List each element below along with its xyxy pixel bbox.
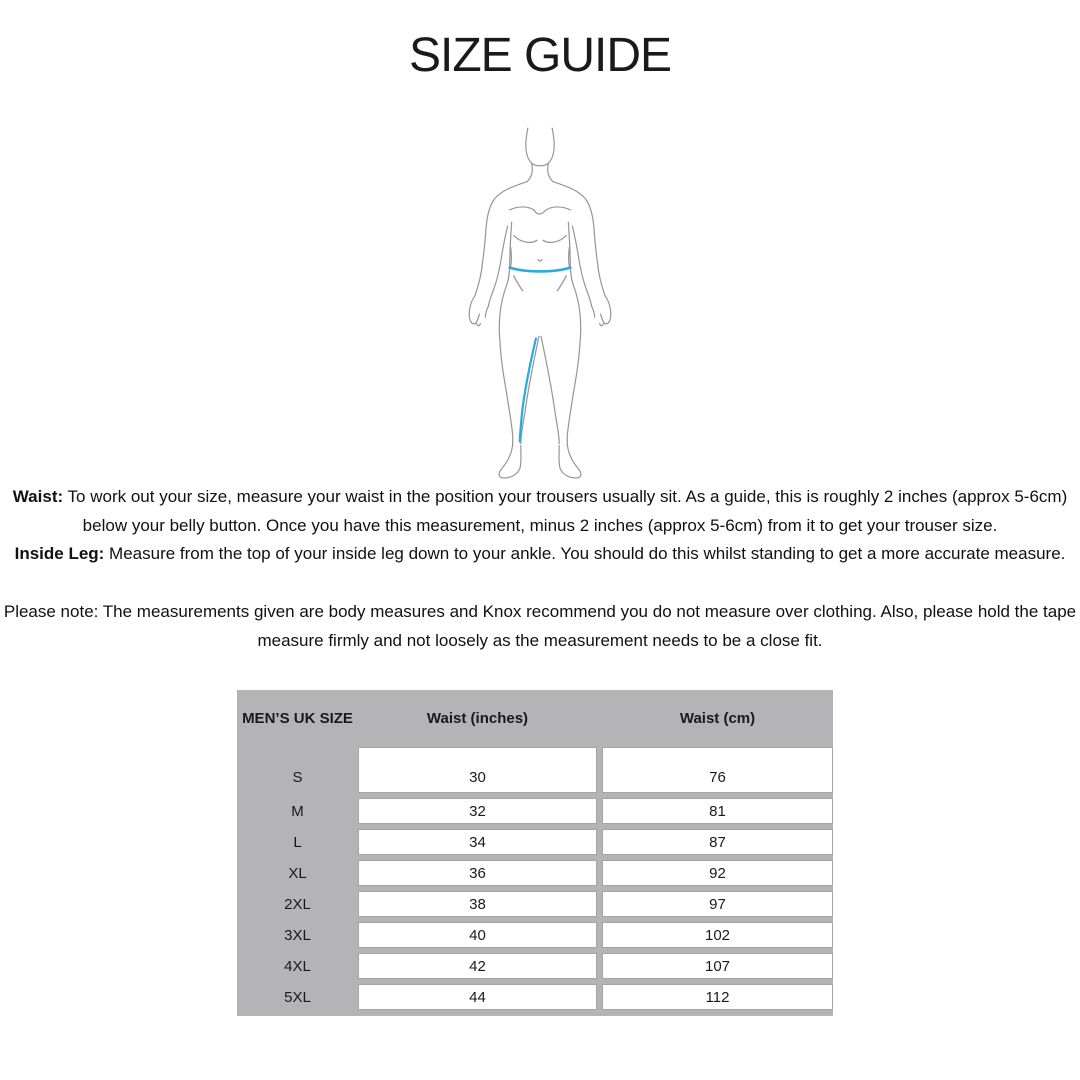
table-row	[237, 891, 833, 917]
figure-neck	[527, 164, 532, 181]
figure-right-foot	[559, 445, 581, 478]
waist-cm-cell: 92	[602, 860, 833, 886]
waist-inches-cell: 32	[358, 798, 597, 824]
waist-cm-cell: 102	[602, 922, 833, 948]
body-figure-illustration	[465, 122, 615, 482]
size-cell: L	[293, 833, 302, 851]
table-row	[237, 829, 833, 855]
header-waist-cm: Waist (cm)	[679, 710, 756, 727]
waist-cm-cell: 107	[602, 953, 833, 979]
size-table-header	[237, 690, 833, 747]
waist-cm-cell: 97	[602, 891, 833, 917]
table-row	[237, 984, 833, 1010]
size-cell: S	[292, 769, 303, 786]
table-row	[237, 860, 833, 886]
size-cell: 4XL	[284, 957, 311, 975]
waist-measure-line	[510, 268, 571, 272]
figure-inner-leg-right	[541, 336, 559, 443]
waist-cm-cell: 76	[602, 747, 833, 793]
size-cell: XL	[288, 864, 307, 882]
size-cell: 5XL	[284, 988, 311, 1006]
waist-instruction-line1: Waist: To work out your size, measure your waist in the position your trousers usually sit. As a guide, this is roughly 2 inches (approx 5-6cm)	[12, 487, 1068, 506]
table-row	[237, 798, 833, 824]
inside-leg-instruction: Inside Leg: Measure from the top of your inside leg down to your ankle. You should do this whilst standing to get a more accurate measure.	[14, 544, 1066, 563]
header-size: MEN’S UK SIZE	[242, 710, 353, 727]
page-title: SIZE GUIDE	[408, 29, 672, 82]
waist-cm-cell: 112	[602, 984, 833, 1010]
measurement-note	[0, 597, 1080, 655]
waist-inches-cell: 36	[358, 860, 597, 886]
table-row	[237, 953, 833, 979]
figure-left-foot	[499, 445, 521, 478]
size-table	[237, 690, 833, 1016]
note-line1: Please note: The measurements given are body measures and Knox recommend you do not measure over clothing. Also, please hold the tape	[3, 602, 1077, 621]
waist-inches-cell: 38	[358, 891, 597, 917]
waist-inches-cell: 40	[358, 922, 597, 948]
table-row	[237, 922, 833, 948]
table-row	[237, 747, 833, 793]
waist-inches-cell: 30	[358, 747, 597, 793]
waist-cm-cell: 87	[602, 829, 833, 855]
figure-head	[526, 128, 554, 166]
note-line2: measure firmly and not loosely as the measurement needs to be a close fit.	[257, 631, 823, 650]
inside-leg-label: Inside Leg:	[14, 544, 105, 563]
figure-belly-button	[538, 260, 542, 262]
waist-inches-cell: 34	[358, 829, 597, 855]
figure-inner-leg-left	[521, 336, 539, 443]
figure-left-arm	[469, 182, 527, 324]
waist-inches-cell: 42	[358, 953, 597, 979]
figure-right-arm	[553, 182, 611, 324]
size-cell: M	[291, 802, 304, 820]
size-cell: 2XL	[284, 895, 311, 913]
waist-cm-cell: 81	[602, 798, 833, 824]
header-waist-inches: Waist (inches)	[426, 710, 529, 727]
measuring-instructions	[0, 483, 1080, 569]
size-cell: 3XL	[284, 926, 311, 944]
waist-instruction-line2: below your belly button. Once you have this measurement, minus 2 inches (approx 5-6cm) from it to get your trouser size.	[82, 515, 998, 535]
waist-inches-cell: 44	[358, 984, 597, 1010]
waist-label: Waist:	[12, 487, 64, 506]
body-measurement-figure	[465, 122, 615, 487]
